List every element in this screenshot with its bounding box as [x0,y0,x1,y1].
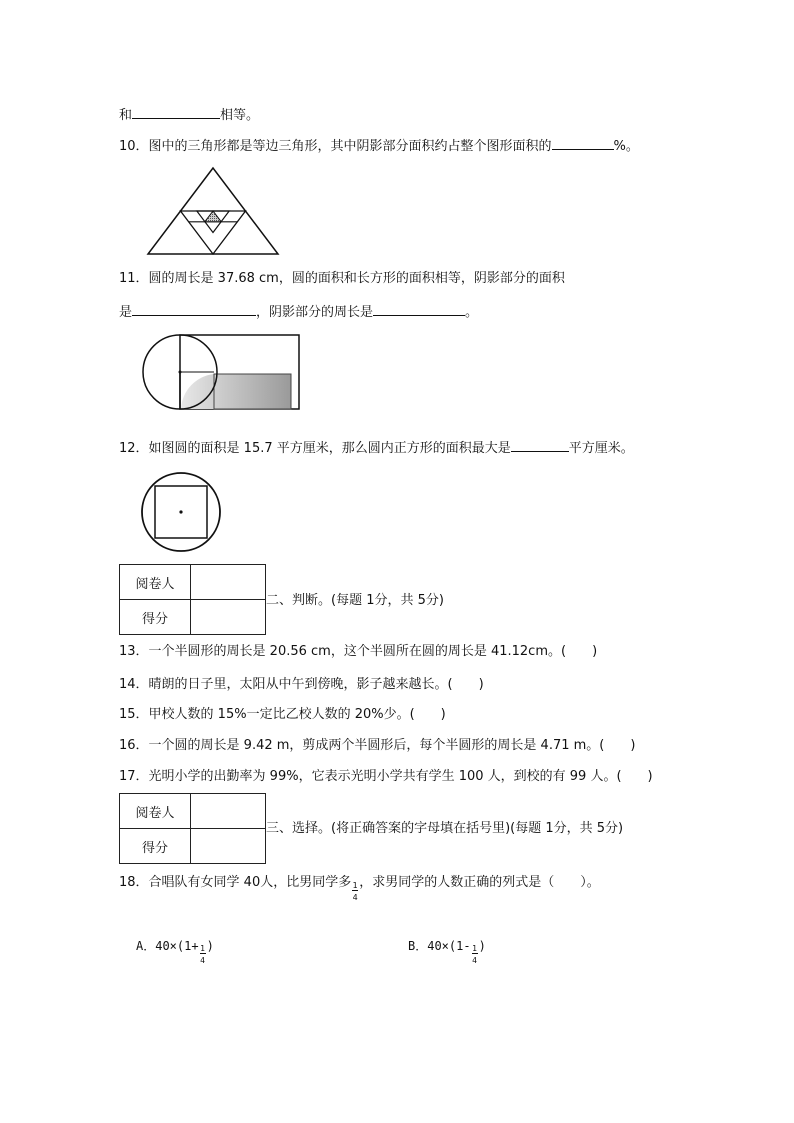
q11-line1: 11．圆的周长是 37.68 cm，圆的面积和长方形的面积相等，阴影部分的面积 [119,271,565,286]
q9-answer-blank[interactable] [132,104,220,119]
question-17: 17．光明小学的出勤率为 99%，它表示光明小学共有学生 100 人，到校的有 99 人。( ) [119,769,653,784]
option-b-close: ) [478,939,486,953]
center-point [179,510,182,513]
q12-text: 12．如图圆的面积是 15.7 平方厘米，那么圆内正方形的面积最大是 [119,441,511,456]
option-a-close: ) [206,939,214,953]
question-18 [119,874,600,902]
frac-denominator: 4 [352,893,358,902]
q11-area-blank[interactable] [132,301,256,316]
question-11-line1 [119,270,565,288]
q18-fraction [351,874,359,902]
q11-circle-rectangle-figure [141,333,301,413]
option-a-label: A．40×(1+ [136,939,199,953]
option-b-fraction [471,937,479,965]
q11-line2-post: 。 [465,305,479,320]
frac-denominator: 4 [200,956,205,965]
question-16: 16．一个圆的周长是 9.42 m，剪成两个半圆形后，每个半圆形的周长是 4.71 m。( ) [119,738,636,753]
score-table-section-3 [119,793,266,864]
q9-pre: 和 [119,108,133,123]
section-2-title: 二、判断。(每题 1分，共 5分) [266,593,444,608]
frac-denominator: 4 [472,956,477,965]
shaded-triangle [205,211,221,222]
q11-line2-pre: 是 [119,305,133,320]
q11-perimeter-blank[interactable] [373,301,465,316]
score-label: 得分 [120,600,191,635]
q12-post: 平方厘米。 [568,441,634,456]
section-3-title: 三、选择。(将正确答案的字母填在括号里)(每题 1分，共 5分) [266,821,624,836]
reviewer-cell[interactable] [191,565,266,600]
reviewer-label: 阅卷人 [120,794,191,829]
q9-post: 相等。 [220,108,260,123]
reviewer-cell[interactable] [191,794,266,829]
q10-triangle-figure [146,166,280,256]
frac-numerator: 1 [200,944,205,953]
option-b-label: B．40×(1- [408,939,471,953]
question-10 [119,135,639,156]
q12-answer-blank[interactable] [511,437,569,452]
frac-numerator: 1 [352,881,358,890]
q12-circle-square-figure [140,471,222,553]
score-cell[interactable] [191,829,266,864]
score-label: 得分 [120,829,191,864]
q10-post: %。 [613,139,639,154]
question-15: 15．甲校人数的 15%一定比乙校人数的 20%少。( ) [119,707,446,722]
option-a-fraction [199,937,207,965]
option-b[interactable] [408,937,486,965]
frac-numerator: 1 [472,944,477,953]
q18-post: ，求男同学的人数正确的列式是（ ）。 [359,875,600,890]
question-13: 13．一个半圆形的周长是 20.56 cm，这个半圆所在圆的周长是 41.12cm。( ) [119,644,598,659]
q18-text: 18．合唱队有女同学 40人，比男同学多 [119,875,352,890]
score-table-section-2 [119,564,266,635]
question-11-line2 [119,301,478,322]
reviewer-label: 阅卷人 [120,565,191,600]
q10-answer-blank[interactable] [552,135,614,150]
q10-text: 10．图中的三角形都是等边三角形，其中阴影部分面积约占整个图形面积的 [119,139,552,154]
question-12 [119,437,634,458]
question-14: 14．晴朗的日子里，太阳从中午到傍晚，影子越来越长。( ) [119,677,484,692]
score-cell[interactable] [191,600,266,635]
option-a[interactable] [136,937,214,965]
q9-tail [119,104,259,125]
q11-line2-mid: ，阴影部分的周长是 [256,305,374,320]
